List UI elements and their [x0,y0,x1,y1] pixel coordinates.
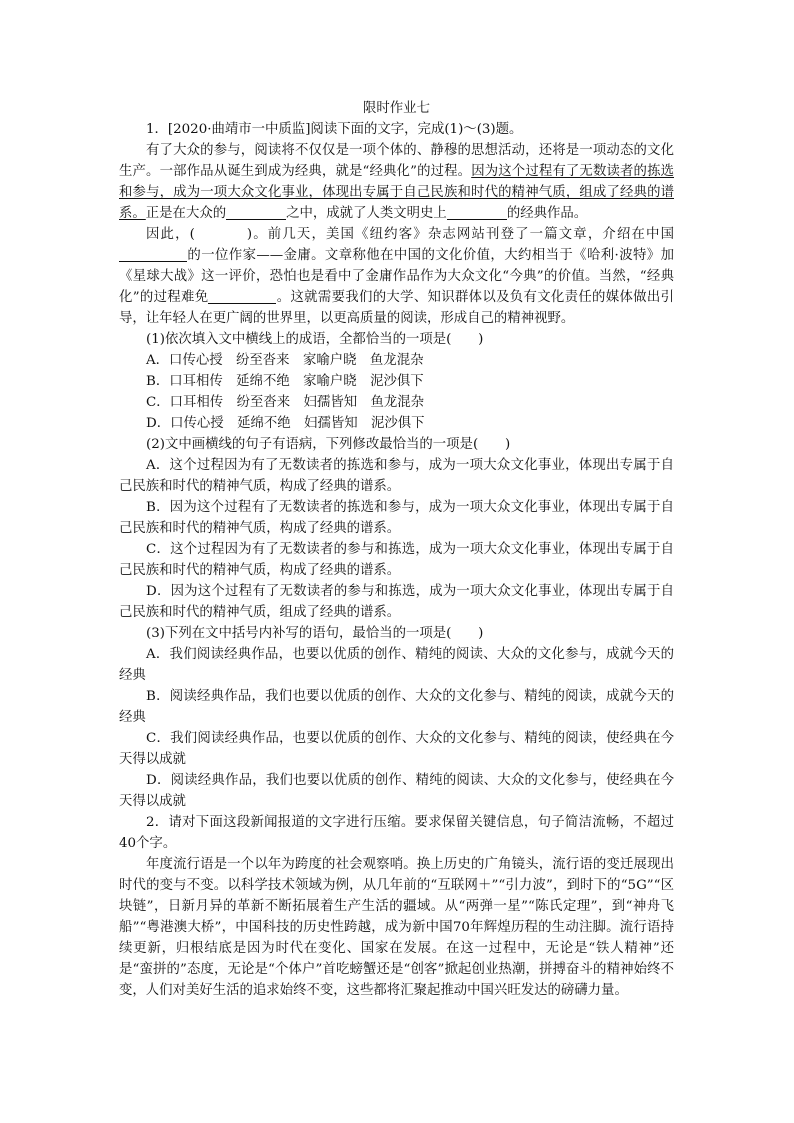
option-b[interactable]: B．因为这个过程有了无数读者的拣选和参与，成为一项大众文化事业，体现出专属于自己民族和时代的精神气质，构成了经典的谱系。 [119,500,674,536]
option-c[interactable]: C．口耳相传 纷至沓来 妇孺皆知 鱼龙混杂 [146,395,425,410]
fill-blank-1[interactable] [226,205,286,220]
news-passage: 年度流行语是一个以年为跨度的社会观察哨。换上历史的广角镜头，流行语的变迁展现出时代的变与不变。以科学技术领域为例，从几年前的“互联网＋”“引力波”，到时下的“5G”“区块链”，日新月异的革新不断拓展着生产生活的疆域。从“两弹一星”“陈氏定理”，到“神舟飞船”“粤港澳大桥”，中国科技的历史性跨越，成为新中国70年辉煌历程的生动注脚。流行语持续更新，归根结底是因为时代在变化、国家在发展。在这一过程中，无论是“铁人精神”还是“蛮拼的”态度，无论是“个体户”首吃螃蟹还是“创客”掀起创业热潮，拼搏奋斗的精神始终不变，人们对美好生活的追求始终不变，这些都将汇聚起推动中国兴旺发达的磅礴力量。 [119,857,674,998]
passage-text: 之中，成就了人类文明史上 [286,206,447,221]
passage-text: 有了大众的参与，阅读将不仅仅是一项个体的、静穆的思想活动，还将是一项动态的文化生产。一部作品从诞生到成为经典，就是“经典化”的过程。 [119,143,674,179]
option-a[interactable]: A．我们阅读经典作品，也要以优质的创作、精纯的阅读、大众的文化参与，成就今天的经典 [119,647,674,683]
option-d[interactable]: D．口传心授 延绵不绝 妇孺皆知 泥沙俱下 [146,416,425,431]
passage-paragraph-1 [119,140,674,224]
question-1-header: 1．[2020·曲靖市一中质监]阅读下面的文字，完成(1)～(3)题。 [146,122,523,137]
passage-text: )。前几天，美国《纽约客》杂志网站刊登了一篇文章，介绍在中国 [246,227,674,242]
question-2-header: 2．请对下面这段新闻报道的文字进行压缩。要求保留关键信息，句子简洁流畅，不超过40个字。 [119,815,674,851]
passage-text: 因此，( [146,227,195,242]
passage-paragraph-2 [119,224,674,329]
option-d[interactable]: D．阅读经典作品，我们也要以优质的创作、精纯的阅读、大众的文化参与，使经典在今天得以成就 [119,773,674,809]
option-a[interactable]: A．这个过程因为有了无数读者的拣选和参与，成为一项大众文化事业，体现出专属于自己民族和时代的精神气质，构成了经典的谱系。 [119,458,674,494]
passage-text: 。这就需要我们的大学、知识群体以及负有文化责任的媒体做出引导，让年轻人在更广阔的世界里，以更高质量的阅读，形成自己的精神视野。 [119,290,674,326]
option-d[interactable]: D．因为这个过程有了无数读者的参与和拣选，成为一项大众文化事业，体现出专属于自己民族和时代的精神气质，组成了经典的谱系。 [119,584,674,620]
passage-text: 正是在大众的 [145,206,227,221]
passage-text: 的一位作家——金庸。文章称他在中国的文化价值，大约相当于《哈利·波特》加《星球大战》这一评价，恐怕也是看中了金庸作品作为大众文化“今典”的价值。当然，“经典化”的过程难免 [119,248,674,305]
passage-text: 的经典作品。 [506,206,588,221]
option-b[interactable]: B．阅读经典作品，我们也要以优质的创作、大众的文化参与、精纯的阅读，成就今天的经典 [119,689,674,725]
fill-blank-3[interactable] [119,247,187,262]
sub-question-2-stem: (2)文中画横线的句子有语病，下列修改最恰当的一项是( ) [146,437,511,452]
fill-blank-2[interactable] [447,205,507,220]
underlined-sentence: 因为这个过程有了无数读者的拣选和参与，成为一项大众文化事业，体现出专属于自己民族和时代的精神气质，组成了经典的谱系。 [119,164,674,221]
option-c[interactable]: C．我们阅读经典作品，也要以优质的创作、大众的文化参与、精纯的阅读，使经典在今天得以成就 [119,731,674,767]
option-a[interactable]: A．口传心授 纷至沓来 家喻户晓 鱼龙混杂 [146,353,424,368]
sub-question-1-stem: (1)依次填入文中横线上的成语，全都恰当的一项是( ) [146,332,484,347]
option-c[interactable]: C．这个过程因为有了无数读者的参与和拣选，成为一项大众文化事业，体现出专属于自己民族和时代的精神气质，构成了经典的谱系。 [119,542,674,578]
option-b[interactable]: B．口耳相传 延绵不绝 家喻户晓 泥沙俱下 [146,374,424,389]
page-title: 限时作业七 [363,101,430,116]
sub-question-3-stem: (3)下列在文中括号内补写的语句，最恰当的一项是( ) [146,626,484,641]
fill-blank-4[interactable] [208,289,276,304]
